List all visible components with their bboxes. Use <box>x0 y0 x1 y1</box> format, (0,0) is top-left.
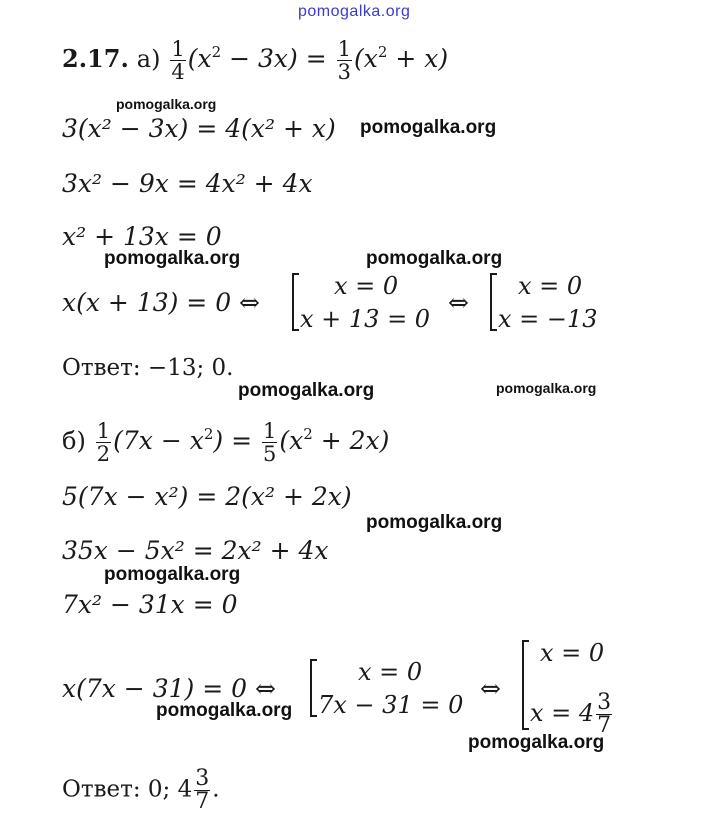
watermark: pomogalka.org <box>104 248 241 269</box>
answer-b <box>62 768 220 813</box>
equation-a-line1: 2.17. а) $\frac{1}{4}$ $(x^2 - 3x)$ = $\frac{1}{3}$ $(x^2 + x)$ <box>62 37 449 84</box>
fraction-b-left <box>96 420 111 465</box>
watermark: pomogalka.org <box>366 512 503 533</box>
watermark: pomogalka.org <box>116 96 217 112</box>
fraction-num: 1 <box>171 37 185 61</box>
equation-b-line2: 5(7x − x²) = 2(x² + 2x) <box>62 482 352 511</box>
fraction-num: 1 <box>263 419 277 443</box>
equation-b-line3: 35x − 5x² = 2x² + 4x <box>62 536 329 565</box>
answer-a: Ответ: −13; 0. <box>62 355 234 381</box>
equation-b-line4: 7x² − 31x = 0 <box>62 590 238 619</box>
system-bracket-b2 <box>522 640 529 730</box>
fraction-b-right <box>262 420 277 465</box>
mixed-fraction <box>596 692 612 737</box>
fraction-den: 3 <box>337 60 351 84</box>
part-b-label: б) <box>62 427 86 455</box>
header-watermark: pomogalka.org <box>298 3 411 20</box>
fraction-num: 1 <box>337 37 351 61</box>
fraction-a-left <box>170 38 185 83</box>
system-a2-eq2: x = −13 <box>498 305 598 333</box>
system-b2-eq2 <box>530 692 614 737</box>
fraction-num: 3 <box>597 690 612 715</box>
watermark: pomogalka.org <box>360 117 497 138</box>
watermark: pomogalka.org <box>468 732 605 753</box>
fraction-den: 7 <box>597 713 612 738</box>
watermark: pomogalka.org <box>238 380 375 401</box>
fraction-den: 5 <box>263 442 277 466</box>
system-a1-eq2: x + 13 = 0 <box>300 305 431 333</box>
watermark: pomogalka.org <box>156 700 293 721</box>
equation-a-factor: x(x + 13) = 0 ⇔ <box>62 288 260 317</box>
system-a2-eq1: x = 0 <box>518 272 583 300</box>
system-bracket-a2 <box>490 273 497 331</box>
fraction-num: 1 <box>96 419 111 443</box>
answer-b-suffix: . <box>212 776 220 803</box>
system-b1-eq1: x = 0 <box>358 658 423 686</box>
equation-a-line2: 3(x² − 3x) = 4(x² + x) <box>62 114 336 143</box>
equivalence-arrow-a: ⇔ <box>448 288 469 317</box>
fraction-den: 4 <box>171 60 185 84</box>
system-b2-eq2-text: x = 4 <box>530 699 595 727</box>
equivalence-arrow-b: ⇔ <box>480 674 501 703</box>
watermark: pomogalka.org <box>366 248 503 269</box>
equation-b-line1: б) $\frac{1}{2}$ $(7x - x^2)$ = $\frac{1}{5}$ $(x^2 + 2x)$ <box>62 419 390 466</box>
fraction-a-right <box>337 38 352 83</box>
system-bracket-b1 <box>310 659 317 717</box>
system-b1-eq2: 7x − 31 = 0 <box>318 691 464 719</box>
problem-number: 2.17. <box>62 44 129 73</box>
equation-a-line4: x² + 13x = 0 <box>62 222 222 251</box>
answer-b-fraction <box>194 768 210 813</box>
part-a-label: а) <box>136 45 161 73</box>
watermark: pomogalka.org <box>496 380 597 396</box>
fraction-num: 3 <box>195 766 210 791</box>
system-bracket-a1 <box>292 273 299 331</box>
fraction-den: 7 <box>195 789 210 814</box>
answer-b-prefix: Ответ: 0; 4 <box>62 776 193 803</box>
system-a1-eq1: x = 0 <box>334 272 399 300</box>
watermark: pomogalka.org <box>104 564 241 585</box>
system-b2-eq1: x = 0 <box>540 639 605 667</box>
equation-b-factor: x(7x − 31) = 0 ⇔ <box>62 674 276 703</box>
equation-a-line3: 3x² − 9x = 4x² + 4x <box>62 169 313 198</box>
fraction-den: 2 <box>96 442 111 466</box>
